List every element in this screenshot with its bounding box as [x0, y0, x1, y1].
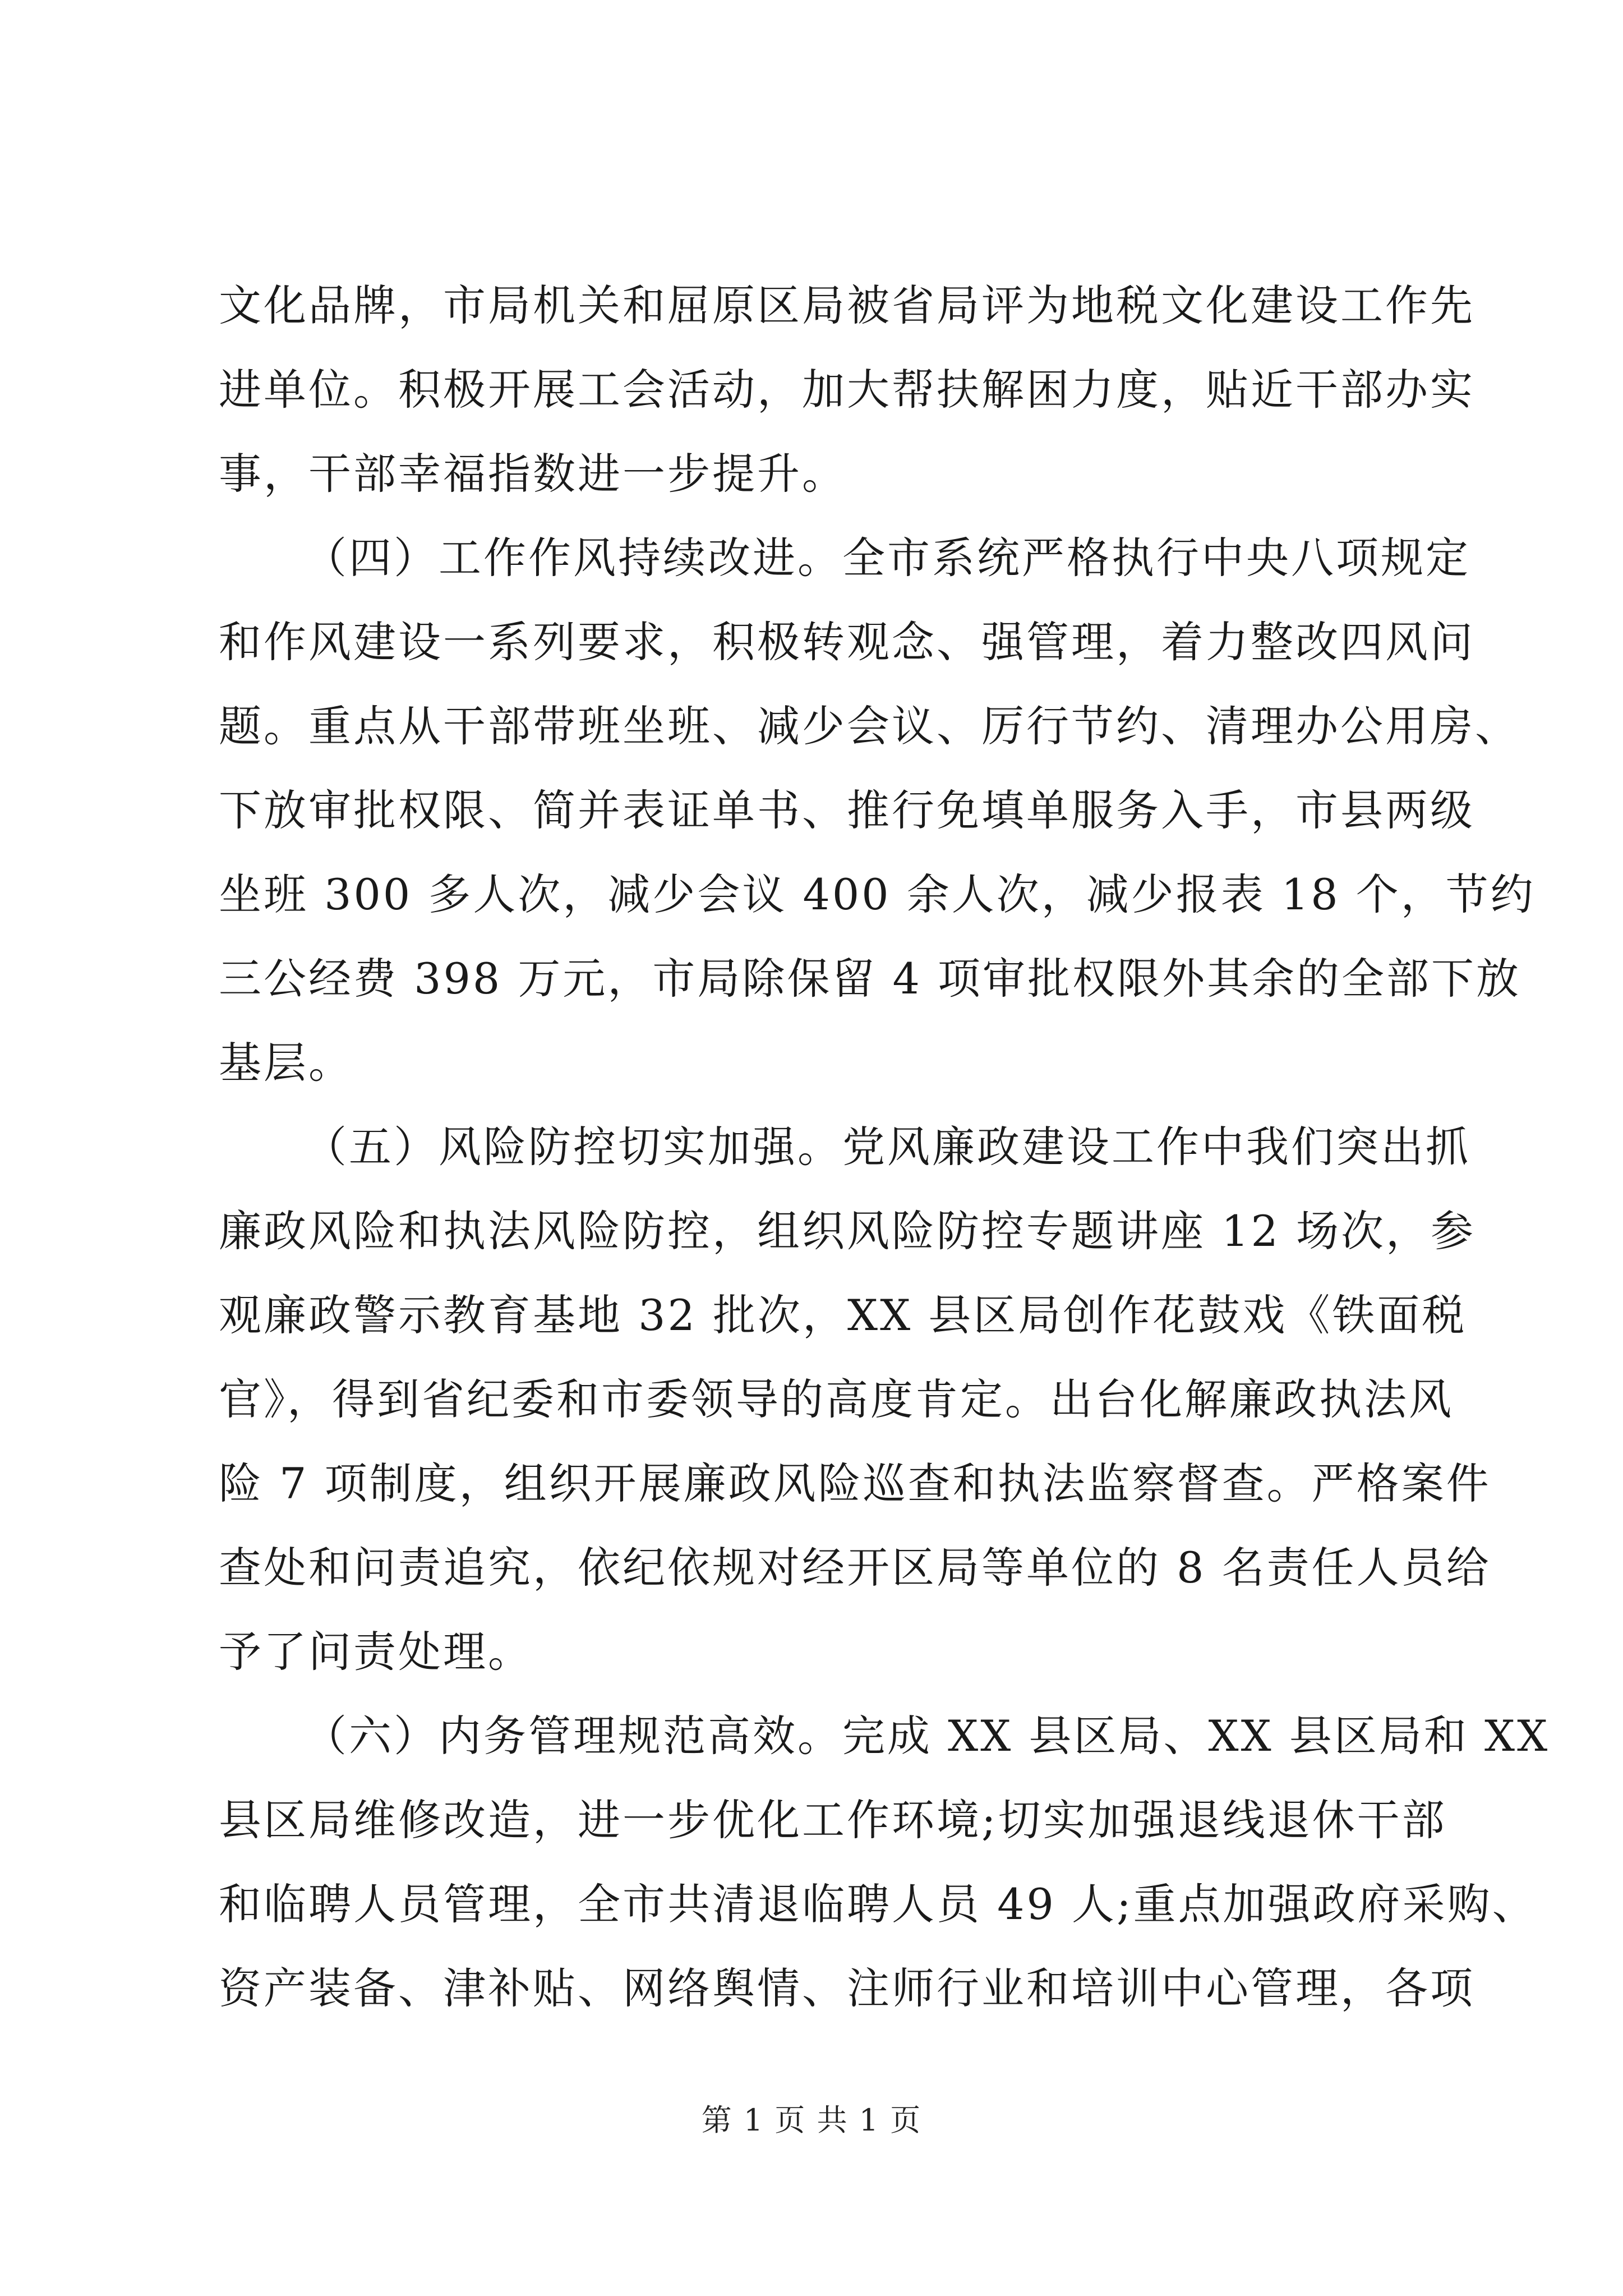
- text-line: 险 7 项制度，组织开展廉政风险巡查和执法监察督查。严格案件: [219, 1458, 1491, 1508]
- text-line: 坐班 300 多人次，减少会议 400 余人次，减少报表 18 个，节约: [219, 869, 1536, 919]
- text-line: 廉政风险和执法风险防控，组织风险防控专题讲座 12 场次，参: [219, 1206, 1476, 1256]
- text-line: 资产装备、津补贴、网络舆情、注师行业和培训中心管理，各项: [219, 1963, 1475, 2013]
- text-line: 查处和问责追究，依纪依规对经开区局等单位的 8 名责任人员给: [219, 1543, 1491, 1593]
- text-line: 予了问责处理。: [219, 1627, 533, 1677]
- text-line: 事，干部幸福指数进一步提升。: [219, 449, 847, 499]
- text-line: 基层。: [219, 1038, 353, 1088]
- text-line: 和临聘人员管理，全市共清退临聘人员 49 人;重点加强政府采购、: [219, 1879, 1537, 1929]
- page-number-footer: 第 1 页 共 1 页: [701, 2102, 922, 2138]
- text-line: 官》，得到省纪委和市委领导的高度肯定。出台化解廉政执法风: [219, 1374, 1454, 1424]
- section-heading-line: （五）风险防控切实加强。党风廉政建设工作中我们突出抓: [304, 1122, 1470, 1172]
- text-line: 三公经费 398 万元，市局除保留 4 项审批权限外其余的全部下放: [219, 954, 1521, 1004]
- text-line: 题。重点从干部带班坐班、减少会议、厉行节约、清理办公用房、: [219, 701, 1520, 751]
- text-line: 下放审批权限、简并表证单书、推行免填单服务入手，市县两级: [219, 785, 1475, 835]
- text-line: 进单位。积极开展工会活动，加大帮扶解困力度，贴近干部办实: [219, 365, 1475, 415]
- text-line: 观廉政警示教育基地 32 批次，XX 县区局创作花鼓戏《铁面税: [219, 1290, 1467, 1340]
- section-heading-line: （四）工作作风持续改进。全市系统严格执行中央八项规定: [304, 533, 1470, 583]
- section-heading-line: （六）内务管理规范高效。完成 XX 县区局、XX 县区局和 XX: [304, 1711, 1550, 1761]
- text-line: 和作风建设一系列要求，积极转观念、强管理，着力整改四风问: [219, 617, 1475, 667]
- text-line: 文化品牌，市局机关和屈原区局被省局评为地税文化建设工作先: [219, 280, 1475, 330]
- text-line: 县区局维修改造，进一步优化工作环境;切实加强退线退休干部: [219, 1795, 1447, 1845]
